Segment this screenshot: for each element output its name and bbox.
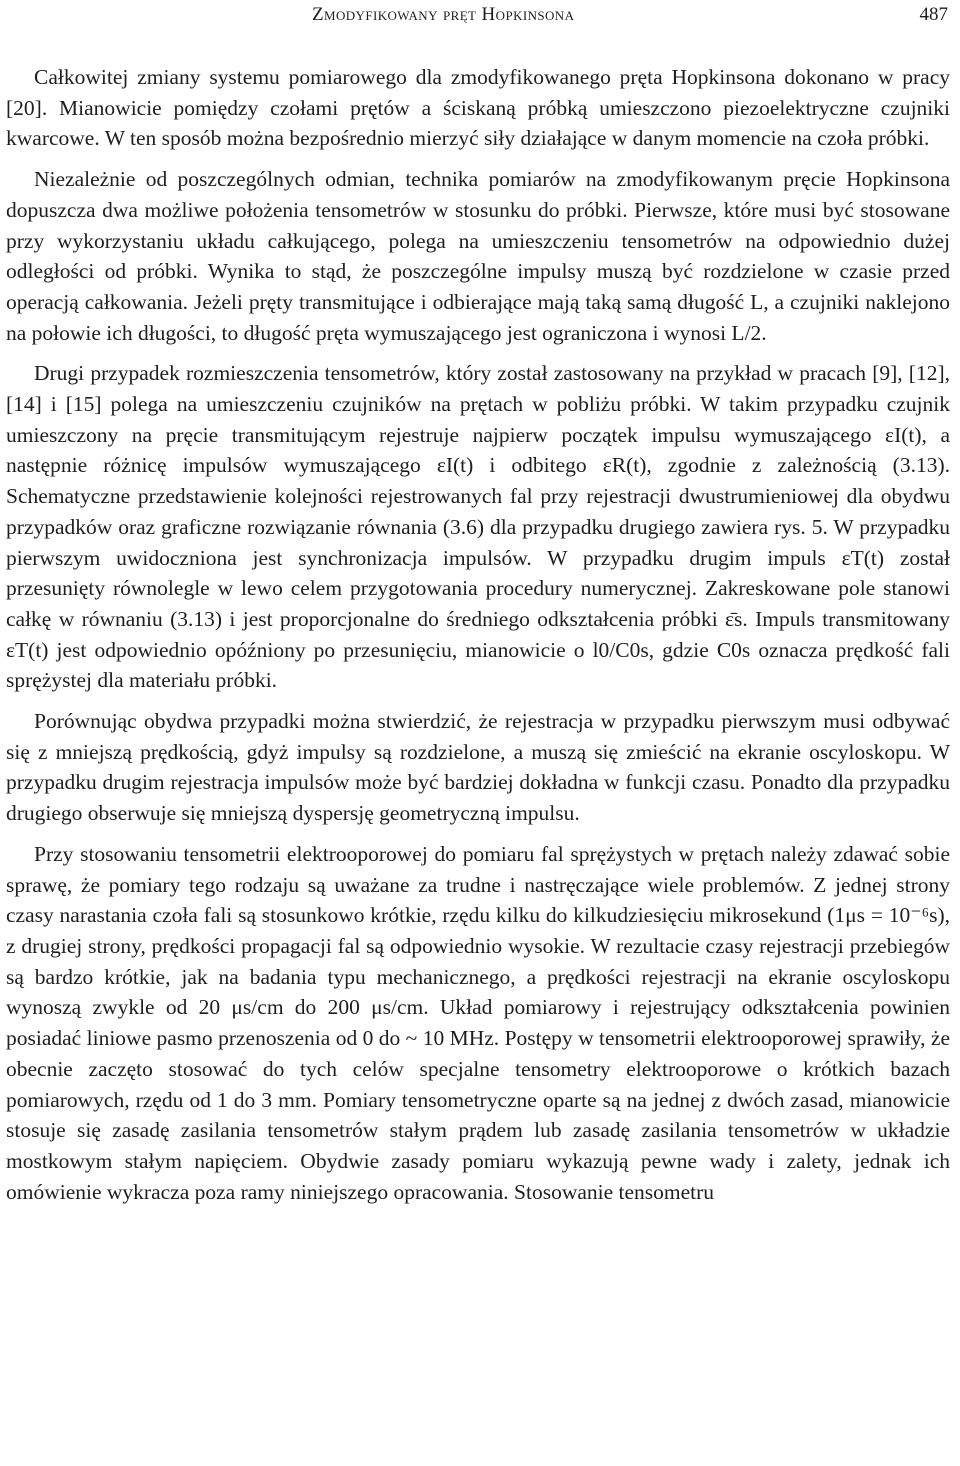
running-header: [312, 2, 948, 28]
paragraph: Drugi przypadek rozmieszczenia tensometrów, który został zastosowany na przykład w pracach [9], [12], [14] i [15] polega na umieszczeniu czujników na prętach w pobliżu próbki. W takim przypadku czujnik umieszczony na pręcie transmitującym rejestruje najpierw początek impulsu wymuszającego εI(t), a następnie różnicę impulsów wymuszającego εI(t) i odbitego εR(t), zgodnie z zależnością (3.13). Schematyczne przedstawienie kolejności rejestrowanych fal przy rejestracji dwustrumieniowej dla obydwu przypadków oraz graficzne rozwiązanie równania (3.6) dla przypadku drugiego zawiera rys. 5. W przypadku pierwszym uwidoczniona jest synchronizacja impulsów. W przypadku drugim impuls εT(t) został przesunięty równolegle w lewo celem przygotowania procedury numerycznej. Zakreskowane pole stanowi całkę w równaniu (3.13) i jest proporcjonalne do średniego odkształcenia próbki ε̄s. Impuls transmitowany εT(t) jest odpowiednio opóźniony po przesunięciu, mianowicie o l0/C0s, gdzie C0s oznacza prędkość fali sprężystej dla materiału próbki.: [6, 361, 950, 693]
page-number: 487: [919, 4, 948, 25]
body-text: [6, 62, 950, 1207]
paragraph: Niezależnie od poszczególnych odmian, technika pomiarów na zmodyfikowanym pręcie Hopkinsona dopuszcza dwa możliwe położenia tensometrów w stosunku do próbki. Pierwsze, które musi być stosowane przy wykorzystaniu układu całkującego, polega na umieszczeniu tensometrów na odpowiednio dużej odległości od próbki. Wynika to stąd, że poszczególne impulsy muszą być rozdzielone w czasie przed operacją całkowania. Jeżeli pręty transmitujące i odbierające mają taką samą długość L, a czujniki naklejono na połowie ich długości, to długość pręta wymuszającego jest ograniczona i wynosi L/2.: [6, 167, 950, 345]
paragraph: Porównując obydwa przypadki można stwierdzić, że rejestracja w przypadku pierwszym musi odbywać się z mniejszą prędkością, gdyż impulsy są rozdzielone, a muszą się zmieścić na ekranie oscyloskopu. W przypadku drugim rejestracja impulsów może być bardziej dokładna w funkcji czasu. Ponadto dla przypadku drugiego obserwuje się mniejszą dyspersję geometryczną impulsu.: [6, 709, 950, 826]
running-title: Zmodyfikowany pręt Hopkinsona: [312, 4, 575, 25]
paragraph: Całkowitej zmiany systemu pomiarowego dla zmodyfikowanego pręta Hopkinsona dokonano w pracy [20]. Mianowicie pomiędzy czołami prętów a ściskaną próbką umieszczono piezoelektryczne czujniki kwarcowe. W ten sposób można bezpośrednio mierzyć siły działające w danym momencie na czoła próbki.: [6, 65, 950, 151]
paragraph: Przy stosowaniu tensometrii elektrooporowej do pomiaru fal sprężystych w prętach należy zdawać sobie sprawę, że pomiary tego rodzaju są uważane za trudne i nastręczające wiele problemów. Z jednej strony czasy narastania czoła fali są stosunkowo krótkie, rzędu kilku do kilkudziesięciu mikrosekund (1μs = 10⁻⁶s), z drugiej strony, prędkości propagacji fal są odpowiednio wysokie. W rezultacie czasy rejestracji przebiegów są bardzo krótkie, jak na badania typu mechanicznego, a prędkości rejestracji na ekranie oscyloskopu wynoszą zwykle od 20 μs/cm do 200 μs/cm. Układ pomiarowy i rejestrujący odkształcenia powinien posiadać liniowe pasmo przenoszenia od 0 do ~ 10 MHz. Postępy w tensometrii elektrooporowej sprawiły, że obecnie zaczęto stosować do tych celów specjalne tensometry elektrooporowe o krótkich bazach pomiarowych, rzędu od 1 do 3 mm. Pomiary tensometryczne oparte są na jednej z dwóch zasad, mianowicie stosuje się zasadę zasilania tensometrów stałym prądem lub zasadę zasilania tensometrów w układzie mostkowym stałym napięciem. Obydwie zasady pomiaru wykazują pewne wady i zalety, jednak ich omówienie wykracza poza ramy niniejszego opracowania. Stosowanie tensometru: [6, 841, 950, 1204]
